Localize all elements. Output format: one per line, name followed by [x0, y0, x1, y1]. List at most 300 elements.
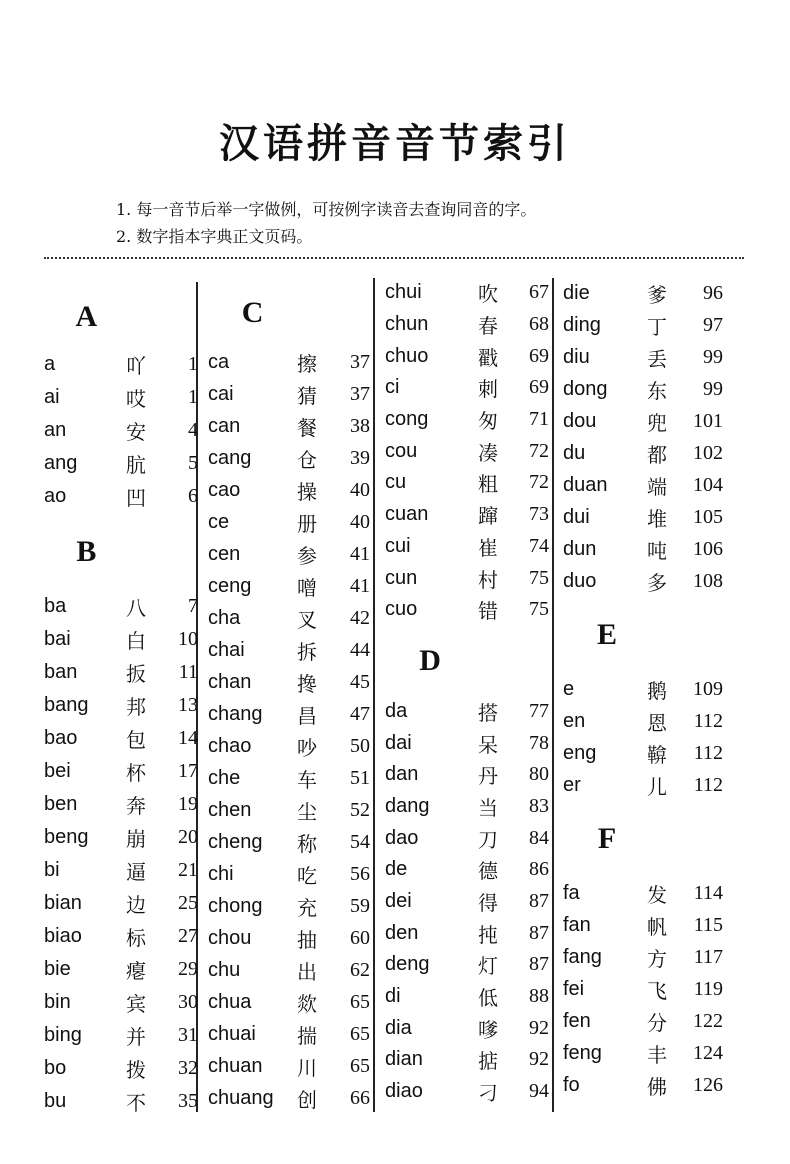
syllable-row: [563, 909, 723, 941]
example-character: 嗲: [478, 1017, 498, 1042]
syllable-row: [385, 981, 549, 1013]
pinyin-syllable: bie: [44, 958, 71, 980]
note-2: 2. 数字指本字典正文页码。: [116, 227, 313, 246]
dotted-divider: [44, 257, 744, 259]
syllable-row: [208, 1082, 370, 1114]
syllable-row: [208, 442, 370, 474]
example-character: 册: [297, 511, 317, 536]
example-character: 标: [126, 926, 146, 950]
syllable-row: [44, 414, 198, 447]
page-number: 119: [693, 977, 723, 1000]
example-character: 德: [478, 859, 498, 884]
pinyin-syllable: deng: [385, 953, 430, 976]
syllable-row: [563, 1069, 723, 1101]
pinyin-syllable: de: [385, 858, 408, 881]
page-number: 104: [693, 473, 723, 496]
syllable-row: [563, 373, 723, 405]
syllable-row: [385, 1044, 549, 1076]
example-character: 春: [478, 314, 498, 339]
page-number: 75: [529, 598, 549, 621]
index-column: [44, 286, 198, 1118]
syllable-row: [385, 594, 549, 626]
page-number: 72: [529, 439, 549, 462]
pinyin-syllable: a: [44, 353, 56, 375]
syllable-row: [563, 309, 723, 341]
page-number: 59: [350, 894, 370, 917]
pinyin-syllable: chou: [208, 926, 252, 949]
pinyin-syllable: chong: [208, 894, 263, 917]
pinyin-syllable: beng: [44, 826, 89, 848]
pinyin-syllable: bin: [44, 991, 71, 1013]
example-character: 噌: [297, 575, 317, 600]
pinyin-syllable: ai: [44, 386, 60, 408]
example-character: 凹: [126, 486, 146, 510]
example-character: 吃: [297, 863, 317, 888]
example-character: 崔: [478, 535, 498, 560]
page-number: 87: [529, 953, 549, 976]
example-character: 凑: [478, 440, 498, 465]
example-character: 堆: [647, 506, 667, 531]
syllable-row: [563, 941, 723, 973]
pinyin-syllable: cuan: [385, 503, 429, 526]
syllable-row: [208, 730, 370, 762]
pinyin-syllable: dou: [563, 409, 597, 432]
page-number: 41: [350, 574, 370, 597]
pinyin-syllable: ao: [44, 485, 67, 507]
page-number: 45: [350, 670, 370, 693]
pinyin-syllable: den: [385, 921, 419, 944]
pinyin-syllable: chua: [208, 990, 252, 1013]
pinyin-syllable: cui: [385, 534, 411, 557]
pinyin-syllable: chun: [385, 313, 429, 336]
example-character: 东: [647, 378, 667, 403]
section-letter: C: [241, 296, 264, 329]
pinyin-syllable: er: [563, 773, 581, 796]
index-column: [563, 277, 723, 1101]
example-character: 叉: [297, 607, 317, 632]
example-character: 丰: [647, 1042, 667, 1067]
pinyin-syllable: dui: [563, 505, 590, 528]
example-character: 儿: [647, 774, 667, 799]
page-number: 115: [693, 913, 723, 936]
page-number: 65: [350, 990, 370, 1013]
example-character: 错: [478, 599, 498, 624]
page-number: 102: [693, 441, 723, 464]
example-character: 低: [478, 986, 498, 1011]
page-number: 114: [693, 881, 723, 904]
page-number: 29: [178, 958, 198, 980]
page-number: 75: [529, 566, 549, 589]
example-character: 包: [126, 728, 146, 752]
example-character: 吖: [126, 354, 146, 378]
example-character: 吨: [647, 538, 667, 563]
example-character: 参: [297, 543, 317, 568]
page-number: 124: [693, 1041, 723, 1064]
pinyin-syllable: ba: [44, 595, 67, 617]
syllable-row: [385, 372, 549, 404]
page-number: 50: [350, 734, 370, 757]
syllable-row: [385, 854, 549, 886]
page-number: 37: [350, 350, 370, 373]
page-number: 67: [529, 281, 549, 304]
syllable-row: [385, 822, 549, 854]
example-character: 刺: [478, 377, 498, 402]
page-number: 78: [529, 731, 549, 754]
example-character: 掂: [478, 1049, 498, 1074]
page-number: 126: [693, 1073, 723, 1096]
syllable-row: [44, 788, 198, 821]
example-character: 杯: [126, 761, 146, 785]
syllable-row: [44, 1085, 198, 1118]
page-number: 62: [350, 958, 370, 981]
syllable-row: [385, 562, 549, 594]
page-number: 87: [529, 890, 549, 913]
syllable-row: [208, 410, 370, 442]
page-number: 117: [693, 945, 723, 968]
page-number: 108: [693, 569, 723, 592]
page-number: 105: [693, 505, 723, 528]
syllable-row: [208, 890, 370, 922]
example-character: 猜: [297, 383, 317, 408]
section-letter: A: [75, 300, 98, 333]
page-number: 68: [529, 313, 549, 336]
pinyin-syllable: ding: [563, 313, 601, 336]
syllable-row: [44, 348, 198, 381]
pinyin-syllable: duo: [563, 569, 597, 592]
example-character: 车: [297, 767, 317, 792]
pinyin-syllable: chuai: [208, 1022, 256, 1045]
page-number: 73: [529, 503, 549, 526]
page-number: 66: [350, 1086, 370, 1109]
page-number: 19: [178, 793, 198, 815]
page-number: 41: [350, 542, 370, 565]
syllable-row: [44, 1052, 198, 1085]
page-number: 5: [188, 452, 198, 474]
syllable-row: [208, 762, 370, 794]
pinyin-syllable: diu: [563, 345, 590, 368]
note-1: 1. 每一音节后举一字做例，可按例字读音去查询同音的字。: [116, 200, 537, 219]
pinyin-syllable: bi: [44, 859, 60, 881]
example-character: 戳: [478, 345, 498, 370]
syllable-row: [385, 886, 549, 918]
page-number: 71: [529, 408, 549, 431]
syllable-row: [385, 467, 549, 499]
page-number: 65: [350, 1022, 370, 1045]
example-character: 飞: [647, 978, 667, 1003]
syllable-row: [385, 531, 549, 563]
example-character: 不: [126, 1091, 146, 1115]
page-number: 25: [178, 892, 198, 914]
example-character: 鞥: [647, 742, 667, 767]
pinyin-syllable: fang: [563, 945, 602, 968]
section-letter: B: [76, 534, 97, 568]
pinyin-syllable: chui: [385, 281, 422, 304]
pinyin-syllable: chang: [208, 702, 263, 725]
example-character: 发: [647, 882, 667, 907]
syllable-row: [44, 854, 198, 887]
pinyin-syllable: fen: [563, 1009, 591, 1032]
pinyin-syllable: en: [563, 709, 586, 732]
example-character: 帆: [647, 914, 667, 939]
example-character: 出: [297, 959, 317, 984]
page-number: 99: [703, 377, 723, 400]
pinyin-syllable: duan: [563, 473, 608, 496]
syllable-row: [208, 634, 370, 666]
syllable-row: [208, 1018, 370, 1050]
example-character: 方: [647, 946, 667, 971]
syllable-row: [208, 1050, 370, 1082]
syllable-row: [563, 973, 723, 1005]
syllable-row: [563, 705, 723, 737]
page-number: 21: [178, 859, 198, 881]
page-number: 52: [350, 798, 370, 821]
page-number: 88: [529, 985, 549, 1008]
syllable-row: [44, 887, 198, 920]
page-number: 13: [178, 694, 198, 716]
syllable-row: [563, 565, 723, 597]
syllable-row: [385, 1012, 549, 1044]
page-number: 54: [350, 830, 370, 853]
pinyin-syllable: dan: [385, 763, 419, 786]
pinyin-syllable: ceng: [208, 574, 252, 597]
example-character: 得: [478, 891, 498, 916]
pinyin-syllable: di: [385, 985, 401, 1008]
example-character: 蹿: [478, 504, 498, 529]
example-character: 呆: [478, 732, 498, 757]
syllable-row: [563, 769, 723, 801]
example-character: 灯: [478, 954, 498, 979]
example-character: 创: [297, 1087, 317, 1112]
pinyin-syllable: chai: [208, 638, 245, 661]
pinyin-syllable: cong: [385, 408, 429, 431]
syllable-row: [44, 722, 198, 755]
syllable-row: [563, 673, 723, 705]
syllable-row: [44, 480, 198, 513]
page-number: 40: [350, 510, 370, 533]
page-number: 72: [529, 471, 549, 494]
page-number: 106: [693, 537, 723, 560]
pinyin-syllable: da: [385, 699, 408, 722]
pinyin-syllable: cun: [385, 566, 418, 589]
page-number: 20: [178, 826, 198, 848]
example-character: 兜: [647, 410, 667, 435]
page-number: 122: [693, 1009, 723, 1032]
syllable-row: [563, 437, 723, 469]
page-number: 39: [350, 446, 370, 469]
example-character: 吹: [478, 282, 498, 307]
page-number: 38: [350, 414, 370, 437]
example-character: 搭: [478, 700, 498, 725]
pinyin-syllable: dia: [385, 1016, 412, 1039]
example-character: 刀: [478, 827, 498, 852]
pinyin-syllable: fei: [563, 977, 585, 1000]
example-character: 哎: [126, 387, 146, 411]
pinyin-syllable: chen: [208, 798, 252, 821]
example-character: 称: [297, 831, 317, 856]
page-number: 51: [350, 766, 370, 789]
pinyin-syllable: bei: [44, 760, 71, 782]
example-character: 欻: [297, 991, 317, 1016]
pinyin-syllable: cu: [385, 471, 407, 494]
pinyin-syllable: chuang: [208, 1086, 274, 1109]
syllable-row: [563, 877, 723, 909]
column-divider: [552, 278, 554, 1112]
page-number: 37: [350, 382, 370, 405]
page-number: 11: [178, 661, 198, 683]
example-character: 昌: [297, 703, 317, 728]
syllable-row: [208, 666, 370, 698]
page-number: 96: [703, 281, 723, 304]
example-character: 爹: [647, 282, 667, 307]
pinyin-syllable: dei: [385, 890, 412, 913]
pinyin-syllable: chao: [208, 734, 252, 757]
example-character: 餐: [297, 415, 317, 440]
syllable-row: [44, 381, 198, 414]
page-number: 60: [350, 926, 370, 949]
page-number: 109: [693, 677, 723, 700]
syllable-row: [208, 826, 370, 858]
syllable-row: [44, 920, 198, 953]
index-column: [208, 280, 370, 1114]
example-character: 肮: [126, 453, 146, 477]
index-column: [385, 277, 549, 1108]
syllable-row: [44, 447, 198, 480]
example-character: 瘪: [126, 959, 146, 983]
example-character: 丢: [647, 346, 667, 371]
syllable-row: [208, 986, 370, 1018]
pinyin-syllable: biao: [44, 925, 82, 947]
page-number: 1: [188, 386, 198, 408]
page-number: 65: [350, 1054, 370, 1077]
syllable-row: [385, 949, 549, 981]
page-number: 80: [529, 763, 549, 786]
syllable-row: [563, 405, 723, 437]
page-number: 10: [178, 628, 198, 650]
page-number: 56: [350, 862, 370, 885]
page-number: 86: [529, 858, 549, 881]
page-number: 69: [529, 344, 549, 367]
column-divider: [373, 278, 375, 1112]
pinyin-syllable: du: [563, 441, 586, 464]
pinyin-syllable: chan: [208, 670, 252, 693]
example-character: 奔: [126, 794, 146, 818]
syllable-row: [385, 499, 549, 531]
syllable-row: [208, 698, 370, 730]
pinyin-syllable: can: [208, 414, 241, 437]
syllable-row: [385, 759, 549, 791]
page-number: 27: [178, 925, 198, 947]
example-character: 拨: [126, 1058, 146, 1082]
pinyin-syllable: bing: [44, 1024, 82, 1046]
syllable-row: [385, 917, 549, 949]
pinyin-syllable: die: [563, 281, 590, 304]
syllable-row: [385, 696, 549, 728]
page-number: 84: [529, 826, 549, 849]
page-number: 74: [529, 534, 549, 557]
syllable-row: [208, 538, 370, 570]
example-character: 刁: [478, 1081, 498, 1106]
syllable-row: [208, 378, 370, 410]
pinyin-syllable: an: [44, 419, 67, 441]
pinyin-syllable: ben: [44, 793, 78, 815]
pinyin-syllable: ang: [44, 452, 78, 474]
syllable-row: [208, 922, 370, 954]
example-character: 八: [126, 596, 146, 620]
page-number: 92: [529, 1016, 549, 1039]
pinyin-syllable: dun: [563, 537, 597, 560]
example-character: 佛: [647, 1074, 667, 1099]
pinyin-syllable: cuo: [385, 598, 418, 621]
syllable-row: [44, 656, 198, 689]
pinyin-syllable: che: [208, 766, 241, 789]
example-character: 逼: [126, 860, 146, 884]
page-number: 83: [529, 794, 549, 817]
syllable-row: [44, 755, 198, 788]
example-character: 鹅: [647, 678, 667, 703]
page-number: 31: [178, 1024, 198, 1046]
page-number: 47: [350, 702, 370, 725]
syllable-row: [563, 737, 723, 769]
pinyin-syllable: bang: [44, 694, 89, 716]
section-letter: D: [419, 643, 441, 677]
example-character: 宾: [126, 992, 146, 1016]
example-character: 擦: [297, 351, 317, 376]
syllable-row: [44, 623, 198, 656]
example-character: 粗: [478, 472, 498, 497]
pinyin-syllable: dang: [385, 794, 430, 817]
syllable-row: [563, 341, 723, 373]
pinyin-syllable: chu: [208, 958, 241, 981]
page-number: 40: [350, 478, 370, 501]
example-character: 操: [297, 479, 317, 504]
page-title: 汉语拼音音节索引: [219, 121, 571, 167]
page-number: 42: [350, 606, 370, 629]
page-number: 99: [703, 345, 723, 368]
page-number: 30: [178, 991, 198, 1013]
syllable-row: [208, 506, 370, 538]
page-number: 94: [529, 1080, 549, 1103]
example-character: 仓: [297, 447, 317, 472]
syllable-row: [563, 277, 723, 309]
pinyin-syllable: cheng: [208, 830, 263, 853]
example-character: 川: [297, 1055, 317, 1080]
example-character: 都: [647, 442, 667, 467]
page-number: 1: [188, 353, 198, 375]
section-letter: F: [597, 822, 617, 855]
syllable-row: [385, 404, 549, 436]
example-character: 丹: [478, 764, 498, 789]
syllable-row: [208, 858, 370, 890]
syllable-row: [44, 821, 198, 854]
example-character: 抽: [297, 927, 317, 952]
page-number: 14: [178, 727, 198, 749]
pinyin-syllable: feng: [563, 1041, 602, 1064]
syllable-row: [44, 986, 198, 1019]
pinyin-syllable: bian: [44, 892, 82, 914]
page-number: 35: [178, 1090, 198, 1112]
pinyin-syllable: chuan: [208, 1054, 263, 1077]
syllable-row: [385, 309, 549, 341]
pinyin-syllable: chi: [208, 862, 234, 885]
syllable-row: [385, 340, 549, 372]
pinyin-syllable: dao: [385, 826, 419, 849]
usage-notes: [116, 196, 536, 250]
pinyin-syllable: bai: [44, 628, 71, 650]
page-number: 17: [178, 760, 198, 782]
example-character: 分: [647, 1010, 667, 1035]
pinyin-syllable: cha: [208, 606, 241, 629]
pinyin-syllable: dong: [563, 377, 608, 400]
